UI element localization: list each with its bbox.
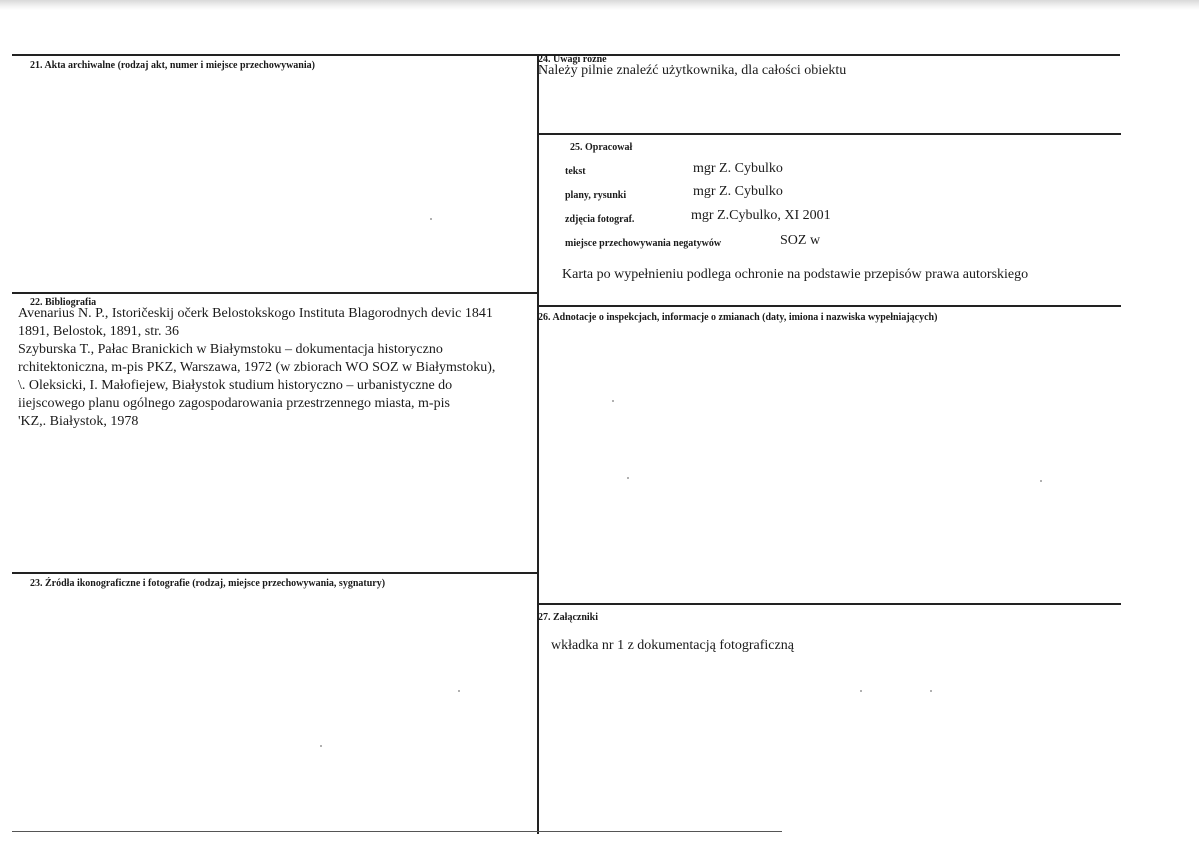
section-25-key-tekst: tekst	[565, 166, 586, 177]
bibliography-line: 1891, Belostok, 1891, str. 36	[18, 324, 180, 339]
section-24-label: 24. Uwagi różne	[538, 54, 607, 65]
scan-speck	[320, 745, 322, 747]
section-25-key-negatywy: miejsce przechowywania negatywów	[565, 238, 722, 249]
section-26-label: 26. Adnotacje o inspekcjach, informacje o zmianach (daty, imiona i nazwiska wypełniających)	[538, 312, 938, 323]
scan-speck	[1040, 480, 1042, 482]
scan-speck	[612, 400, 614, 402]
scan-top-shadow	[0, 0, 1199, 10]
divider-25-26	[539, 305, 1121, 307]
section-21-label: 21. Akta archiwalne (rodzaj akt, numer i miejsce przechowywania)	[30, 60, 315, 71]
section-22-label: 22. Bibliografia	[30, 297, 97, 308]
divider-21-22	[12, 292, 537, 294]
scan-speck	[627, 477, 629, 479]
section-25-value-zdjecia: mgr Z.Cybulko, XI 2001	[691, 208, 831, 223]
bottom-border-line	[12, 831, 782, 832]
section-27-text: wkładka nr 1 z dokumentacją fotograficzną	[551, 638, 794, 653]
scan-speck	[458, 690, 460, 692]
section-27-label: 27. Załączniki	[538, 612, 599, 623]
bibliography-line: Avenarius N. P., Istoričeskij očerk Belostokskogo Instituta Blagorodnych devic 1841	[18, 306, 493, 321]
section-25-value-tekst: mgr Z. Cybulko	[693, 161, 783, 176]
scan-speck	[430, 218, 432, 220]
scan-speck	[860, 690, 862, 692]
section-24-text: Należy pilnie znaleźć użytkownika, dla całości obiektu	[538, 63, 847, 78]
section-25-key-zdjecia: zdjęcia fotograf.	[565, 214, 635, 225]
section-25-copyright-note: Karta po wypełnieniu podlega ochronie na podstawie przepisów prawa autorskiego	[562, 267, 1029, 282]
center-divider-line	[537, 54, 539, 834]
divider-22-23	[12, 572, 537, 574]
bibliography-line: Szyburska T., Pałac Branickich w Białymstoku – dokumentacja historyczno	[18, 342, 443, 357]
section-25-label: 25. Opracował	[570, 142, 633, 153]
bibliography-line: rchitektoniczna, m-pis PKZ, Warszawa, 1972 (w zbiorach WO SOZ w Białymstoku),	[18, 360, 496, 375]
bibliography-list	[18, 305, 495, 431]
section-23-label: 23. Źródła ikonograficzne i fotografie (rodzaj, miejsce przechowywania, sygnatury)	[30, 578, 386, 589]
section-25-value-negatywy: SOZ w	[780, 233, 821, 248]
divider-24-25	[539, 133, 1121, 135]
bibliography-line: iiejscowego planu ogólnego zagospodarowania przestrzennego miasta, m-pis	[18, 396, 450, 411]
section-25-key-plany: plany, rysunki	[565, 190, 627, 201]
bibliography-line: \. Oleksicki, I. Małofiejew, Białystok studium historyczno – urbanistyczne do	[18, 378, 453, 393]
divider-26-27	[539, 603, 1121, 605]
bibliography-line: 'KZ,. Białystok, 1978	[18, 414, 139, 429]
scan-speck	[930, 690, 932, 692]
section-25-value-plany: mgr Z. Cybulko	[693, 184, 783, 199]
